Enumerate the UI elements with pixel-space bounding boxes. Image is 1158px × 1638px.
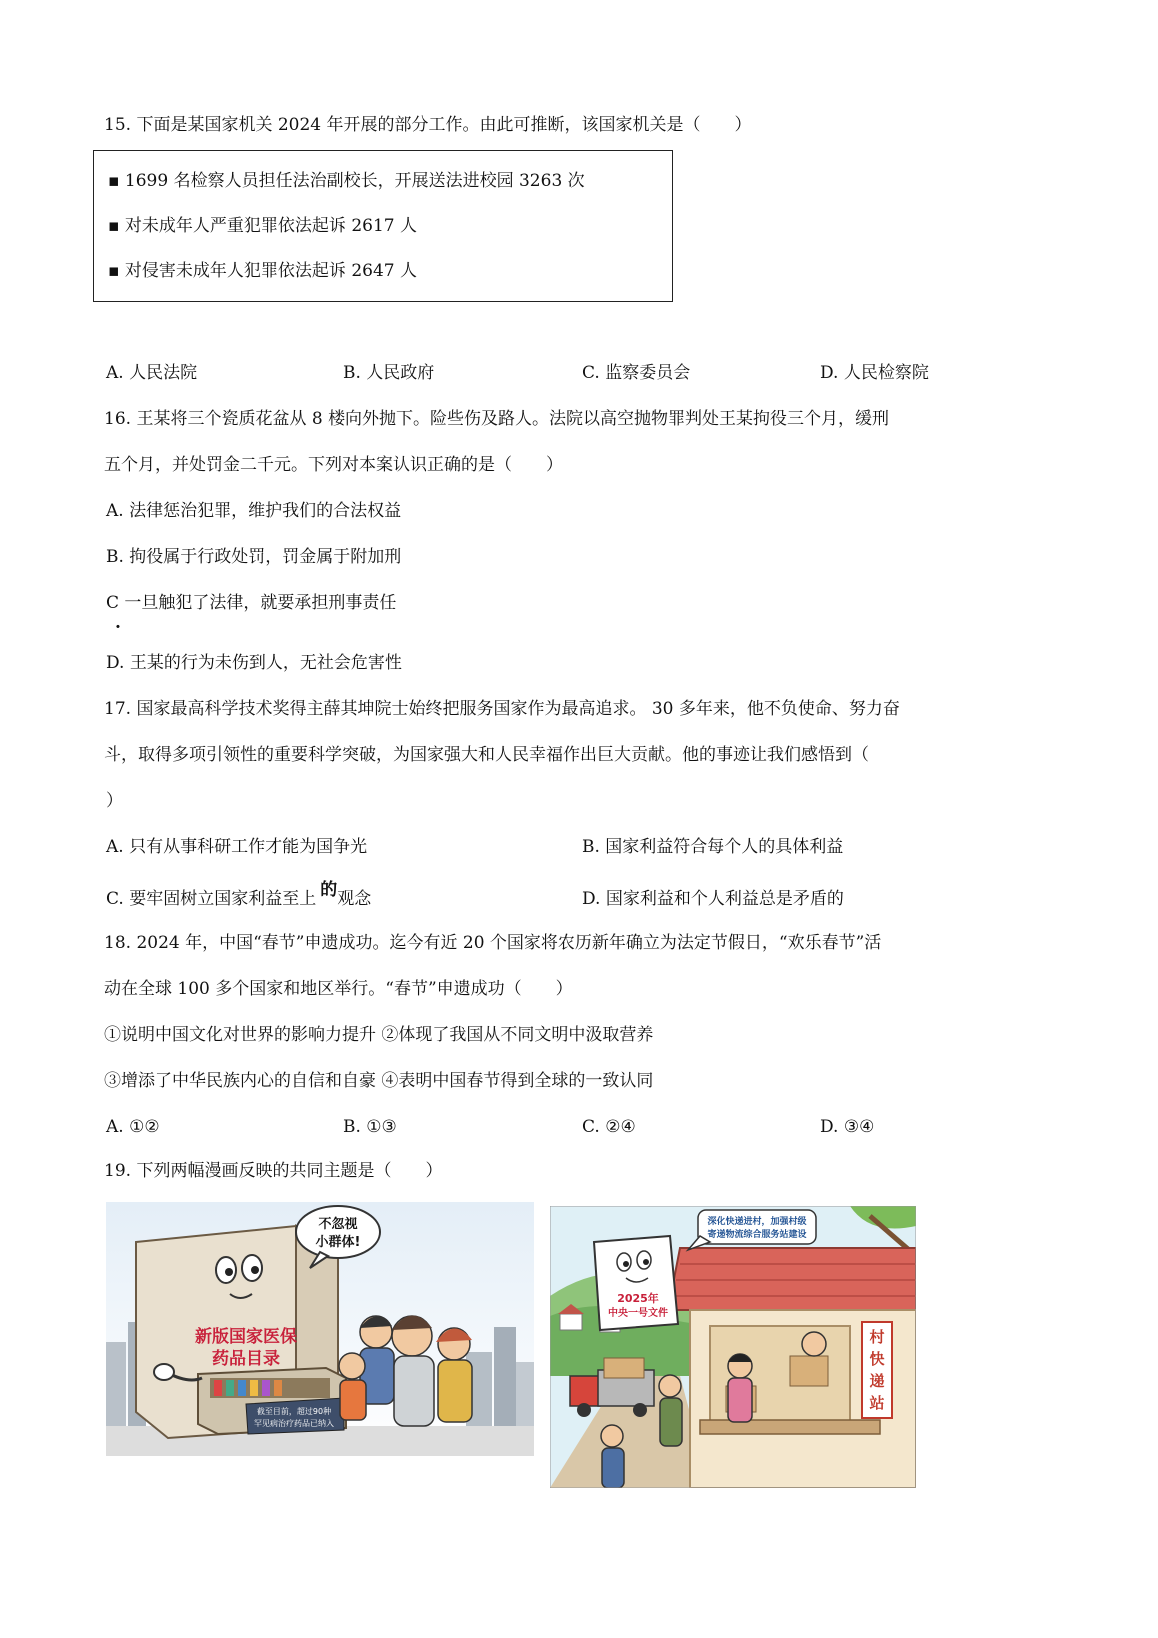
drawer-tag: 截至目前，超过90种	[256, 1407, 332, 1416]
q15-option-d[interactable]: D. 人民检察院	[820, 363, 929, 383]
q16-option-c[interactable]: C 一旦触犯了法律，就要承担刑事责任	[106, 593, 397, 613]
station-sign: 递	[869, 1372, 885, 1390]
q17-option-c[interactable]	[106, 880, 372, 910]
q15-box-item: ▪ 1699 名检察人员担任法治副校长，开展送法进校园 3263 次	[108, 171, 585, 191]
q17-stem: ）	[106, 791, 123, 811]
q15-stem: 15. 下面是某国家机关 2024 年开展的部分工作。由此可推断，该国家机关是（ ）	[104, 115, 752, 135]
cartoon2-bubble: 深化快递进村，加强村级	[707, 1217, 807, 1227]
q17-option-b[interactable]: B. 国家利益符合每个人的具体利益	[582, 837, 844, 857]
cartoon-rural-express	[550, 1206, 916, 1488]
q18-stem: 动在全球 100 多个国家和地区举行。“春节”申遗成功（ ）	[104, 979, 573, 999]
cartoon1-bubble: 小群体!	[315, 1235, 361, 1250]
q17-stem: 斗，取得多项引领性的重要科学突破，为国家强大和人民幸福作出巨大贡献。他的事迹让我们感悟到（	[104, 745, 869, 765]
q16-option-a[interactable]: A. 法律惩治犯罪，维护我们的合法权益	[106, 501, 402, 521]
q15-box-item: ▪ 对侵害未成年人犯罪依法起诉 2647 人	[108, 261, 417, 281]
q18-statements: ①说明中国文化对世界的影响力提升 ②体现了我国从不同文明中汲取营养	[104, 1025, 654, 1045]
q16-option-b[interactable]: B. 拘役属于行政处罚，罚金属于附加刑	[106, 547, 402, 567]
cartoon2-bubble: 寄递物流综合服务站建设	[707, 1230, 807, 1240]
q15-option-a[interactable]: A. 人民法院	[106, 363, 198, 383]
q15-option-b[interactable]: B. 人民政府	[343, 363, 435, 383]
q17-option-a[interactable]: A. 只有从事科研工作才能为国争光	[106, 837, 368, 857]
q16-stem: 16. 王某将三个瓷质花盆从 8 楼向外抛下。险些伤及路人。法院以高空抛物罪判处王某拘役三个月，缓刑	[104, 409, 890, 429]
q18-option-b[interactable]: B. ①③	[343, 1117, 397, 1137]
q18-option-a[interactable]: A. ①②	[106, 1117, 160, 1137]
station-sign: 村	[869, 1328, 885, 1346]
q16-stray-dot: .	[115, 613, 121, 633]
doc-label: 中央一号文件	[608, 1308, 668, 1319]
drawer-tag: 罕见病治疗药品已纳入	[254, 1419, 334, 1428]
cartoon1-bubble: 不忽视	[318, 1217, 358, 1232]
doc-label: 2025年	[617, 1292, 659, 1305]
q17-option-c-text: C. 要牢固树立国家利益至上	[106, 889, 317, 909]
cabinet-label: 药品目录	[212, 1349, 280, 1369]
cabinet-label: 新版国家医保	[195, 1327, 297, 1347]
cartoon-medical-insurance	[106, 1202, 534, 1456]
q17-stem: 17. 国家最高科学技术奖得主薛其坤院士始终把服务国家作为最高追求。 30 多年来，他不负使命、努力奋	[104, 699, 900, 719]
q18-option-d[interactable]: D. ③④	[820, 1117, 875, 1137]
q17-option-d[interactable]: D. 国家利益和个人利益总是矛盾的	[582, 889, 844, 909]
station-sign: 站	[869, 1394, 885, 1412]
q18-option-c[interactable]: C. ②④	[582, 1117, 636, 1137]
q18-statements: ③增添了中华民族内心的自信和自豪 ④表明中国春节得到全球的一致认同	[104, 1071, 654, 1091]
q17-option-c-de: 的	[320, 880, 338, 900]
q18-stem: 18. 2024 年，中国“春节”申遗成功。迄今有近 20 个国家将农历新年确立为法定节假日，“欢乐春节”活	[104, 933, 882, 953]
q15-option-c[interactable]: C. 监察委员会	[582, 363, 691, 383]
q19-stem: 19. 下列两幅漫画反映的共同主题是（ ）	[104, 1161, 443, 1181]
q17-option-c-tail: 观念	[337, 889, 372, 909]
q15-box-item: ▪ 对未成年人严重犯罪依法起诉 2617 人	[108, 216, 417, 236]
q16-option-d[interactable]: D. 王某的行为未伤到人，无社会危害性	[106, 653, 402, 673]
station-sign: 快	[869, 1350, 885, 1368]
q16-stem: 五个月，并处罚金二千元。下列对本案认识正确的是（ ）	[104, 455, 563, 475]
